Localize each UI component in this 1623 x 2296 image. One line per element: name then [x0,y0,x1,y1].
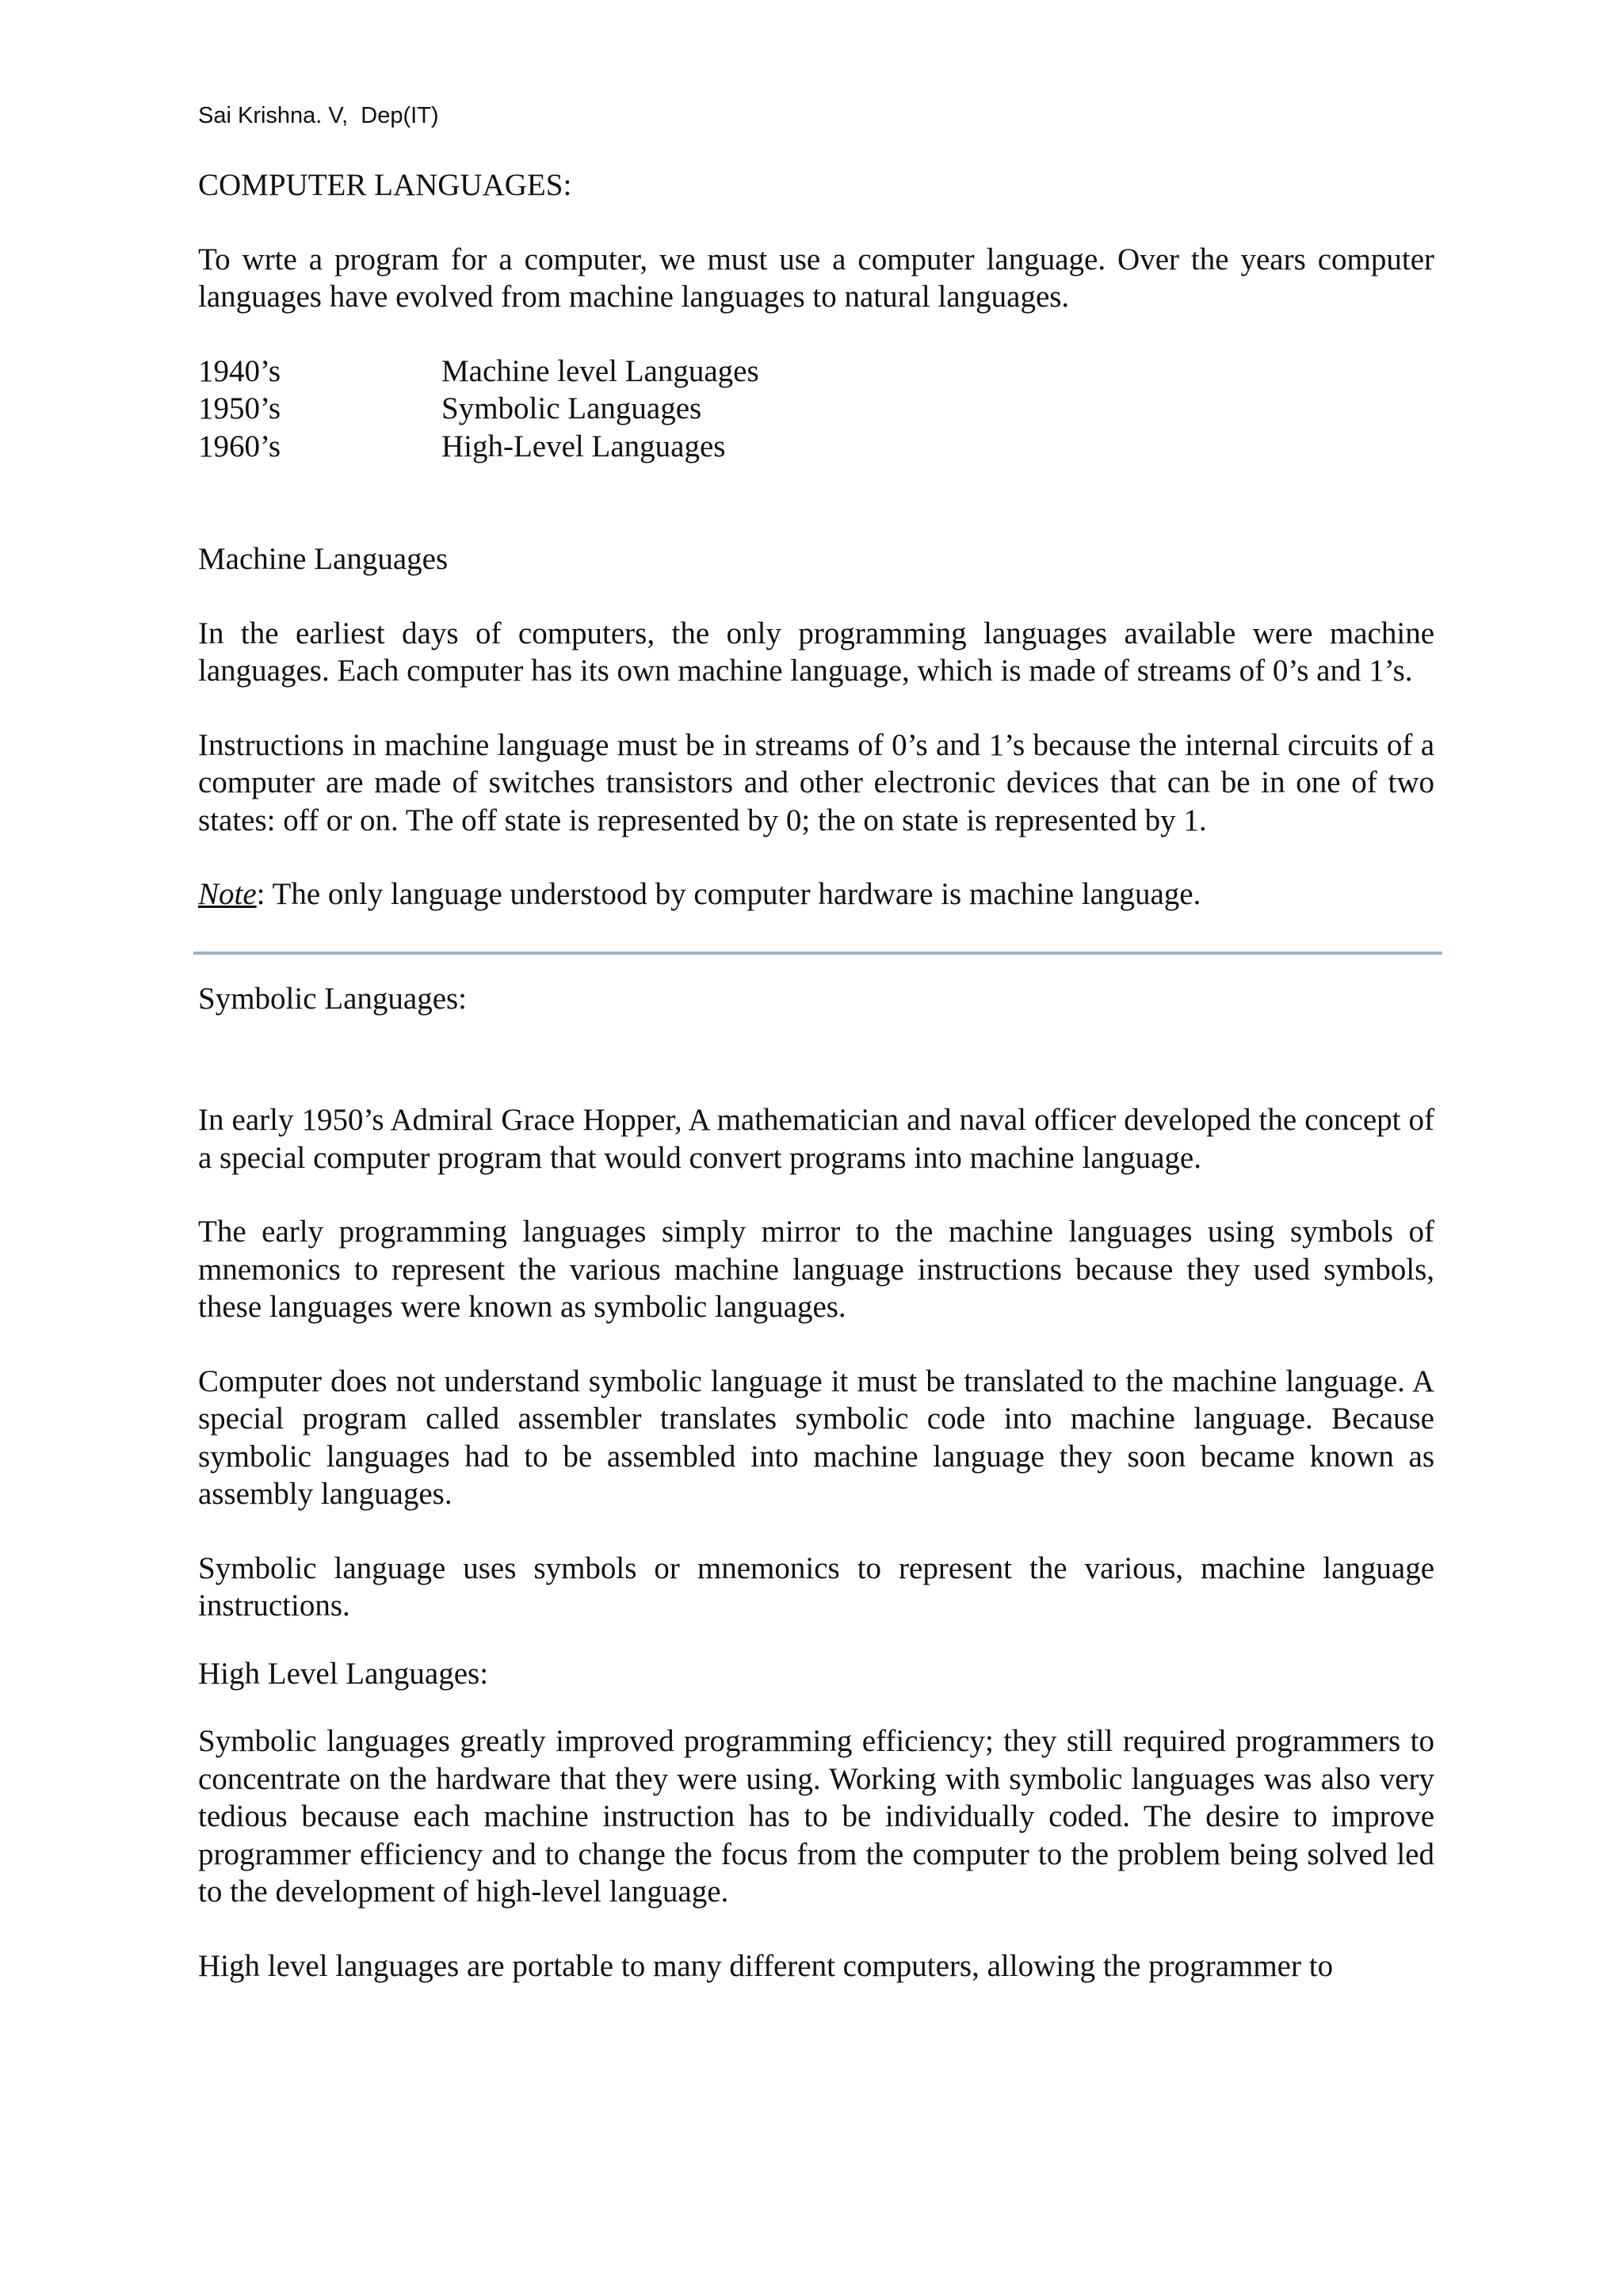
high-level-paragraph-1: Symbolic languages greatly improved programming efficiency; they still required programmers to concentrate on the hardware that they were using. Working with symbolic languages was also very tedious because each machine instruction has to be individually coded. The desire to improve programmer efficiency and to change the focus from the computer to the problem being solved led to the development of high-level language. [198,1724,1434,1909]
symbolic-paragraph-1: In early 1950’s Admiral Grace Hopper, A mathematician and naval officer developed the concept of a special computer program that would convert programs into machine language. [198,1103,1434,1175]
machine-paragraph-1: In the earliest days of computers, the only programming languages available were machine languages. Each computer has its own machine language, which is made of streams of 0’s and 1’s. [198,616,1434,688]
note-label: Note [198,877,257,911]
timeline-list [198,353,1434,466]
timeline-row [198,428,1434,466]
machine-languages-heading: Machine Languages [198,542,449,576]
timeline-row [198,353,1434,391]
high-level-paragraph-2: High level languages are portable to many different computers, allowing the programmer to [198,1948,1334,1983]
machine-paragraph-2: Instructions in machine language must be in streams of 0’s and 1’s because the internal circuits of a computer are made of switches transistors and other electronic devices that can be in one of two states: off or on. The off state is represented by 0; the on state is represented by 1. [198,727,1434,837]
high-level-languages-heading: High Level Languages: [198,1656,489,1691]
timeline-label: High-Level Languages [441,429,726,463]
note-paragraph [198,875,1434,913]
timeline-label: Machine level Languages [441,353,759,388]
timeline-year: 1960’s [198,429,281,463]
symbolic-languages-heading: Symbolic Languages: [198,981,468,1016]
timeline-label: Symbolic Languages [441,391,702,425]
timeline-row [198,390,1434,428]
timeline-year: 1950’s [198,391,281,425]
symbolic-paragraph-3: Computer does not understand symbolic language it must be translated to the machine language. A special program called assembler translates symbolic code into machine language. Because symbolic languages had to be assembled into machine language they soon became known as assembly languages. [198,1363,1434,1511]
intro-paragraph: To wrte a program for a computer, we must use a computer language. Over the years computer languages have evolved from machine languages to natural languages. [198,242,1434,314]
symbolic-paragraph-2: The early programming languages simply mirror to the machine languages using symbols of mnemonics to represent the various machine language instructions because they used symbols, these languages were known as symbolic languages. [198,1215,1434,1324]
timeline-year: 1940’s [198,353,281,388]
page-header-author: Sai Krishna. V, Dep(IT) [198,103,439,128]
document-body [198,166,1434,1985]
note-text: : The only language understood by computer hardware is machine language. [256,877,1201,911]
document-title: COMPUTER LANGUAGES: [198,168,572,202]
symbolic-paragraph-4: Symbolic language uses symbols or mnemonics to represent the various, machine language instructions. [198,1550,1434,1623]
